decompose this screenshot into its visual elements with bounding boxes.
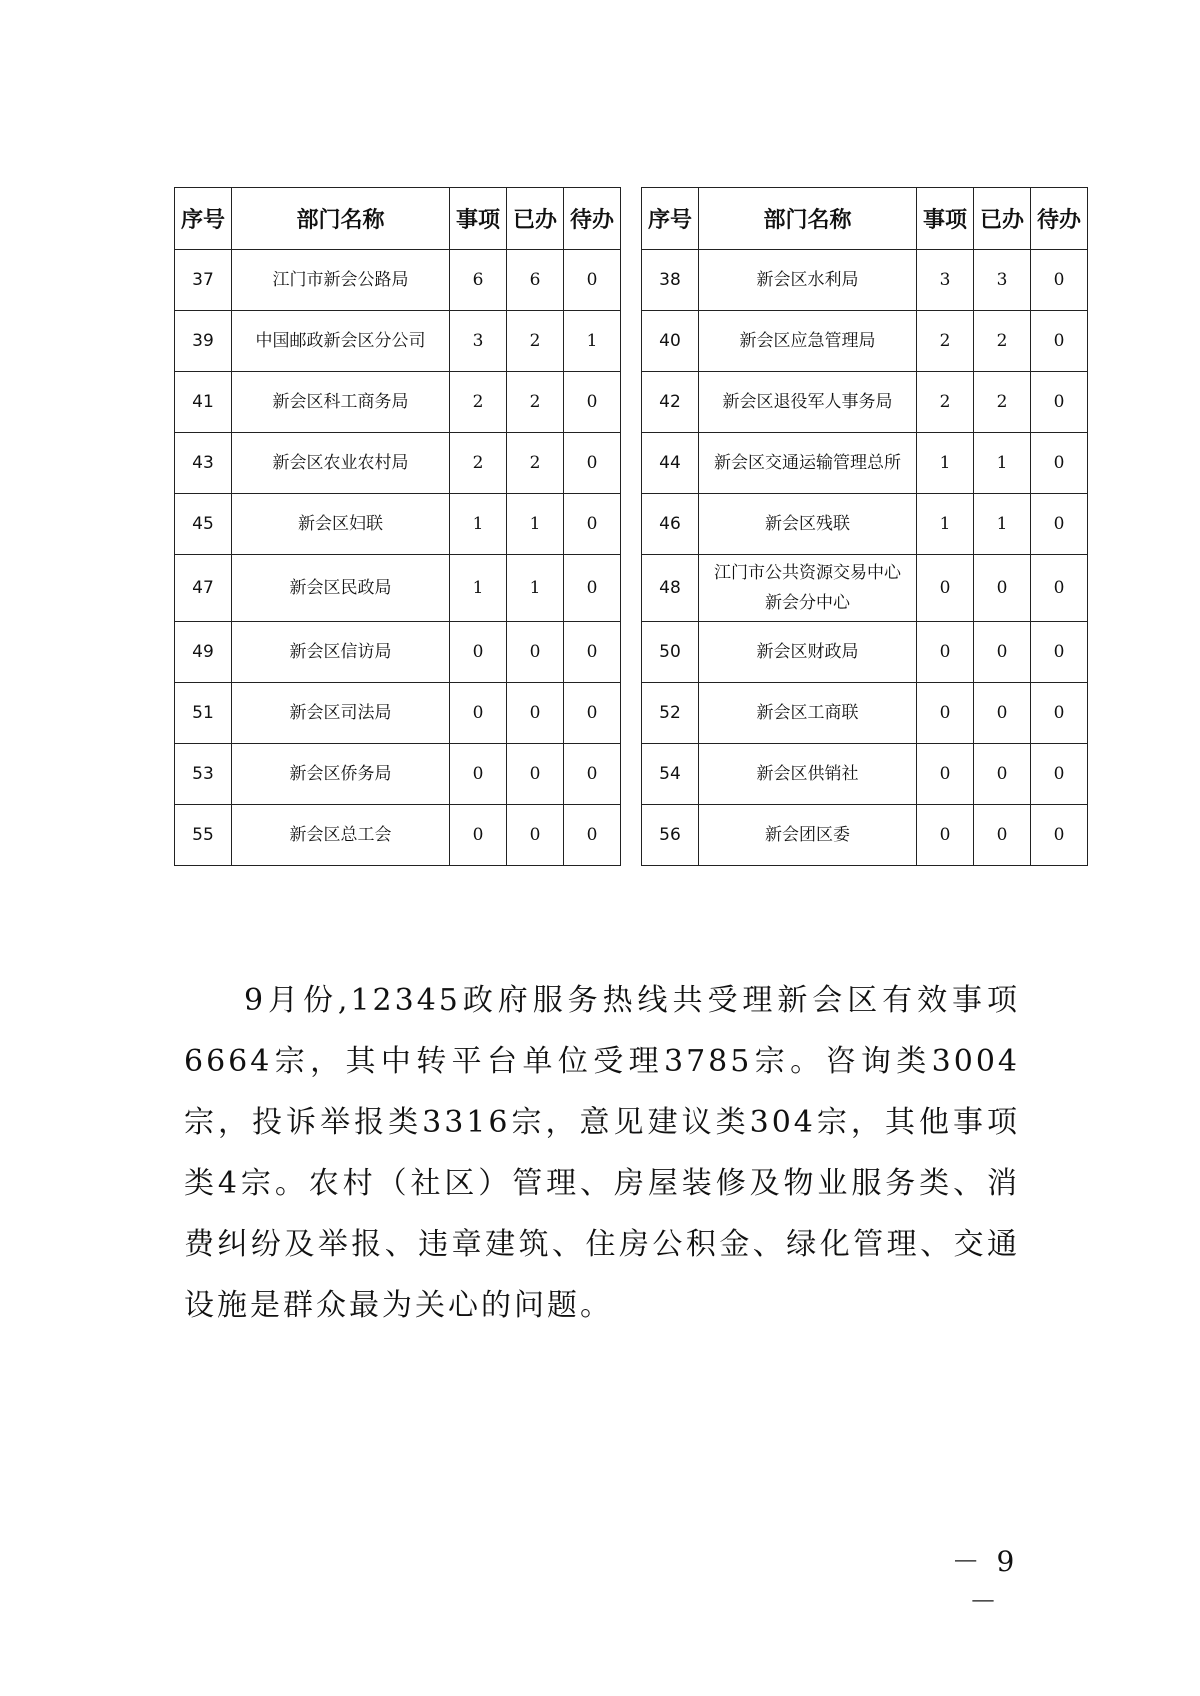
row-pending: 0 [564, 622, 621, 683]
row-items: 1 [917, 433, 974, 494]
page-number: － 9 － [951, 1545, 1019, 1618]
row-dept-name: 新会区科工商务局 [232, 372, 450, 433]
row-dept-name [699, 555, 917, 622]
row-items: 3 [450, 311, 507, 372]
row-done: 2 [507, 311, 564, 372]
table-row [175, 683, 621, 744]
row-dept-name: 新会区财政局 [699, 622, 917, 683]
table-row [175, 744, 621, 805]
table-row [175, 250, 621, 311]
row-seq: 45 [175, 494, 232, 555]
table-row [642, 622, 1088, 683]
summary-paragraph: 9月份,12345政府服务热线共受理新会区有效事项6664宗，其中转平台单位受理3785宗。咨询类3004宗，投诉举报类3316宗，意见建议类304宗，其他事项类4宗。农村（社区）管理、房屋装修及物业服务类、消费纠纷及举报、违章建筑、住房公积金、绿化管理、交通设施是群众最为关心的问题。 [184, 983, 1020, 1323]
row-done: 0 [974, 744, 1031, 805]
row-pending: 0 [564, 744, 621, 805]
row-dept-name: 新会区残联 [699, 494, 917, 555]
row-seq: 43 [175, 433, 232, 494]
row-pending: 0 [564, 555, 621, 622]
header-pending: 待办 [1031, 188, 1088, 250]
table-row [642, 555, 1088, 622]
row-dept-name-line1: 江门市公共资源交易中心 [714, 563, 901, 583]
row-done: 2 [507, 372, 564, 433]
row-items: 2 [450, 433, 507, 494]
row-done: 1 [507, 555, 564, 622]
row-items: 2 [917, 311, 974, 372]
row-dept-name: 新会区退役军人事务局 [699, 372, 917, 433]
row-items: 1 [450, 555, 507, 622]
table-row [642, 311, 1088, 372]
row-seq: 37 [175, 250, 232, 311]
row-seq: 38 [642, 250, 699, 311]
row-pending: 0 [1031, 433, 1088, 494]
row-seq: 50 [642, 622, 699, 683]
row-seq: 55 [175, 805, 232, 866]
header-items: 事项 [450, 188, 507, 250]
row-dept-name: 新会区应急管理局 [699, 311, 917, 372]
row-done: 0 [507, 805, 564, 866]
row-done: 0 [507, 622, 564, 683]
header-done: 已办 [974, 188, 1031, 250]
row-pending: 0 [1031, 622, 1088, 683]
row-done: 2 [974, 311, 1031, 372]
row-seq: 39 [175, 311, 232, 372]
header-seq: 序号 [175, 188, 232, 250]
table-header-row [175, 188, 621, 250]
row-pending: 0 [1031, 250, 1088, 311]
header-dept: 部门名称 [699, 188, 917, 250]
row-seq: 49 [175, 622, 232, 683]
row-items: 0 [450, 805, 507, 866]
row-done: 1 [507, 494, 564, 555]
row-dept-name: 新会区农业农村局 [232, 433, 450, 494]
row-seq: 54 [642, 744, 699, 805]
row-done: 2 [974, 372, 1031, 433]
row-pending: 1 [564, 311, 621, 372]
row-dept-name: 新会区供销社 [699, 744, 917, 805]
row-pending: 0 [1031, 311, 1088, 372]
row-done: 6 [507, 250, 564, 311]
row-pending: 0 [1031, 372, 1088, 433]
row-items: 0 [450, 683, 507, 744]
table-row [642, 250, 1088, 311]
row-dept-name: 中国邮政新会区分公司 [232, 311, 450, 372]
row-items: 0 [917, 683, 974, 744]
row-pending: 0 [564, 805, 621, 866]
table-header-row [642, 188, 1088, 250]
row-pending: 0 [564, 372, 621, 433]
row-dept-name: 新会区妇联 [232, 494, 450, 555]
row-seq: 53 [175, 744, 232, 805]
row-done: 2 [507, 433, 564, 494]
table-row [642, 805, 1088, 866]
row-done: 3 [974, 250, 1031, 311]
row-done: 0 [974, 805, 1031, 866]
row-dept-name: 新会区民政局 [232, 555, 450, 622]
row-done: 0 [507, 744, 564, 805]
row-done: 0 [507, 683, 564, 744]
summary-section [184, 970, 1020, 1336]
row-items: 0 [917, 805, 974, 866]
row-items: 2 [450, 372, 507, 433]
table-row [642, 683, 1088, 744]
row-seq: 51 [175, 683, 232, 744]
row-pending: 0 [1031, 683, 1088, 744]
header-dept: 部门名称 [232, 188, 450, 250]
row-dept-name: 新会区总工会 [232, 805, 450, 866]
row-items: 2 [917, 372, 974, 433]
row-items: 0 [450, 744, 507, 805]
department-table-left [174, 187, 621, 866]
row-dept-name: 新会区交通运输管理总所 [699, 433, 917, 494]
row-done: 0 [974, 555, 1031, 622]
table-row [642, 744, 1088, 805]
table-row [642, 494, 1088, 555]
row-seq: 44 [642, 433, 699, 494]
table-row [642, 433, 1088, 494]
row-seq: 52 [642, 683, 699, 744]
row-dept-name: 新会团区委 [699, 805, 917, 866]
row-dept-name: 新会区信访局 [232, 622, 450, 683]
row-pending: 0 [1031, 555, 1088, 622]
table-row [175, 555, 621, 622]
row-dept-name: 新会区司法局 [232, 683, 450, 744]
table-row [175, 372, 621, 433]
row-pending: 0 [1031, 744, 1088, 805]
row-done: 1 [974, 494, 1031, 555]
table-row [642, 372, 1088, 433]
header-items: 事项 [917, 188, 974, 250]
row-items: 1 [450, 494, 507, 555]
row-seq: 48 [642, 555, 699, 622]
header-pending: 待办 [564, 188, 621, 250]
row-done: 1 [974, 433, 1031, 494]
row-items: 6 [450, 250, 507, 311]
header-done: 已办 [507, 188, 564, 250]
row-seq: 46 [642, 494, 699, 555]
row-items: 0 [450, 622, 507, 683]
row-seq: 47 [175, 555, 232, 622]
row-done: 0 [974, 683, 1031, 744]
row-pending: 0 [1031, 494, 1088, 555]
table-row [175, 494, 621, 555]
row-done: 0 [974, 622, 1031, 683]
row-items: 0 [917, 622, 974, 683]
table-row [175, 311, 621, 372]
department-table-right [641, 187, 1088, 866]
row-dept-name-line2: 新会分中心 [765, 593, 850, 613]
row-dept-name: 新会区侨务局 [232, 744, 450, 805]
row-dept-name: 新会区水利局 [699, 250, 917, 311]
table-row [175, 805, 621, 866]
row-seq: 42 [642, 372, 699, 433]
row-seq: 56 [642, 805, 699, 866]
row-pending: 0 [564, 250, 621, 311]
row-items: 0 [917, 744, 974, 805]
table-row [175, 433, 621, 494]
row-pending: 0 [564, 683, 621, 744]
row-seq: 40 [642, 311, 699, 372]
table-row [175, 622, 621, 683]
row-items: 0 [917, 555, 974, 622]
row-dept-name: 新会区工商联 [699, 683, 917, 744]
row-dept-name: 江门市新会公路局 [232, 250, 450, 311]
row-seq: 41 [175, 372, 232, 433]
row-items: 3 [917, 250, 974, 311]
row-pending: 0 [564, 433, 621, 494]
row-items: 1 [917, 494, 974, 555]
row-pending: 0 [564, 494, 621, 555]
header-seq: 序号 [642, 188, 699, 250]
row-pending: 0 [1031, 805, 1088, 866]
